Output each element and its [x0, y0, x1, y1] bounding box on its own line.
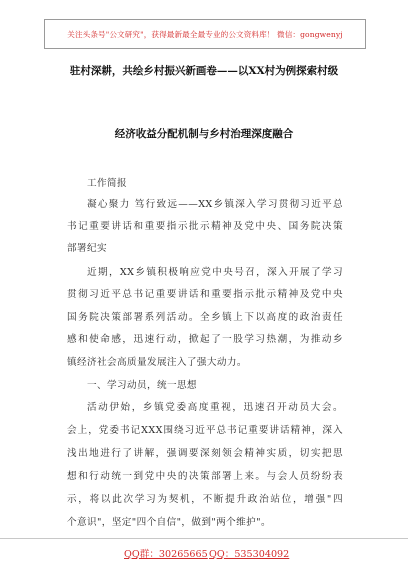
- paragraph-line: 国务院决策部署系列活动。全乡镇上下以高度的政治责任: [67, 312, 343, 323]
- paragraph-line: 书记重要讲话和重要指示批示精神及党中央、国务院决策: [67, 221, 343, 232]
- paragraph-line: 会上，党委书记XXX围绕习近平总书记重要讲话精神，深入: [67, 425, 343, 436]
- promo-banner-text: 关注头条号"公文研究"，获得最新最全最专业的公文资料库！ 微信：gongwenyj: [67, 29, 343, 39]
- paragraph-line: 近期，XX乡镇积极响应党中央号召，深入开展了学习: [87, 267, 343, 278]
- paragraph-line: 浅出地进行了讲解，强调要深刻领会精神实质，切实把思: [67, 448, 343, 459]
- paragraph-line: 凝心聚力 笃行致远——XX乡镇深入学习贯彻习近平总: [87, 199, 343, 210]
- section-heading: 一、学习动员，统一思想: [87, 380, 197, 391]
- document-title-line-2: 经济收益分配机制与乡村治理深度融合: [114, 128, 294, 140]
- paragraph-line: 感和使命感，迅速行动，掀起了一股学习热潮，为推动乡: [67, 334, 343, 345]
- promo-banner: [44, 19, 366, 49]
- footer-divider: [0, 538, 408, 539]
- qq-contact-link[interactable]: QQ：535304092: [209, 549, 290, 560]
- paragraph-line: 个意识"，坚定"四个自信"，做到"两个维护"。: [67, 517, 271, 528]
- paragraph-line: 示，将以此次学习为契机，不断提升政治站位，增强"四: [67, 494, 343, 505]
- paragraph-line: 活动伊始，乡镇党委高度重视，迅速召开动员大会。: [87, 402, 343, 413]
- paragraph-line: 贯彻习近平总书记重要讲话和重要指示批示精神及党中央: [67, 289, 343, 300]
- section-label: 工作简报: [87, 178, 127, 189]
- paragraph-line: 部署纪实: [67, 243, 107, 254]
- qq-group-link[interactable]: QQ群：30265665: [124, 549, 208, 560]
- paragraph-line: 镇经济社会高质量发展注入了强大动力。: [67, 357, 247, 368]
- document-title-line-1: 驻村深耕，共绘乡村振兴新画卷——以XX村为例探索村级: [69, 65, 339, 77]
- paragraph-line: 想和行动统一到党中央的决策部署上来。与会人员纷纷表: [67, 471, 343, 482]
